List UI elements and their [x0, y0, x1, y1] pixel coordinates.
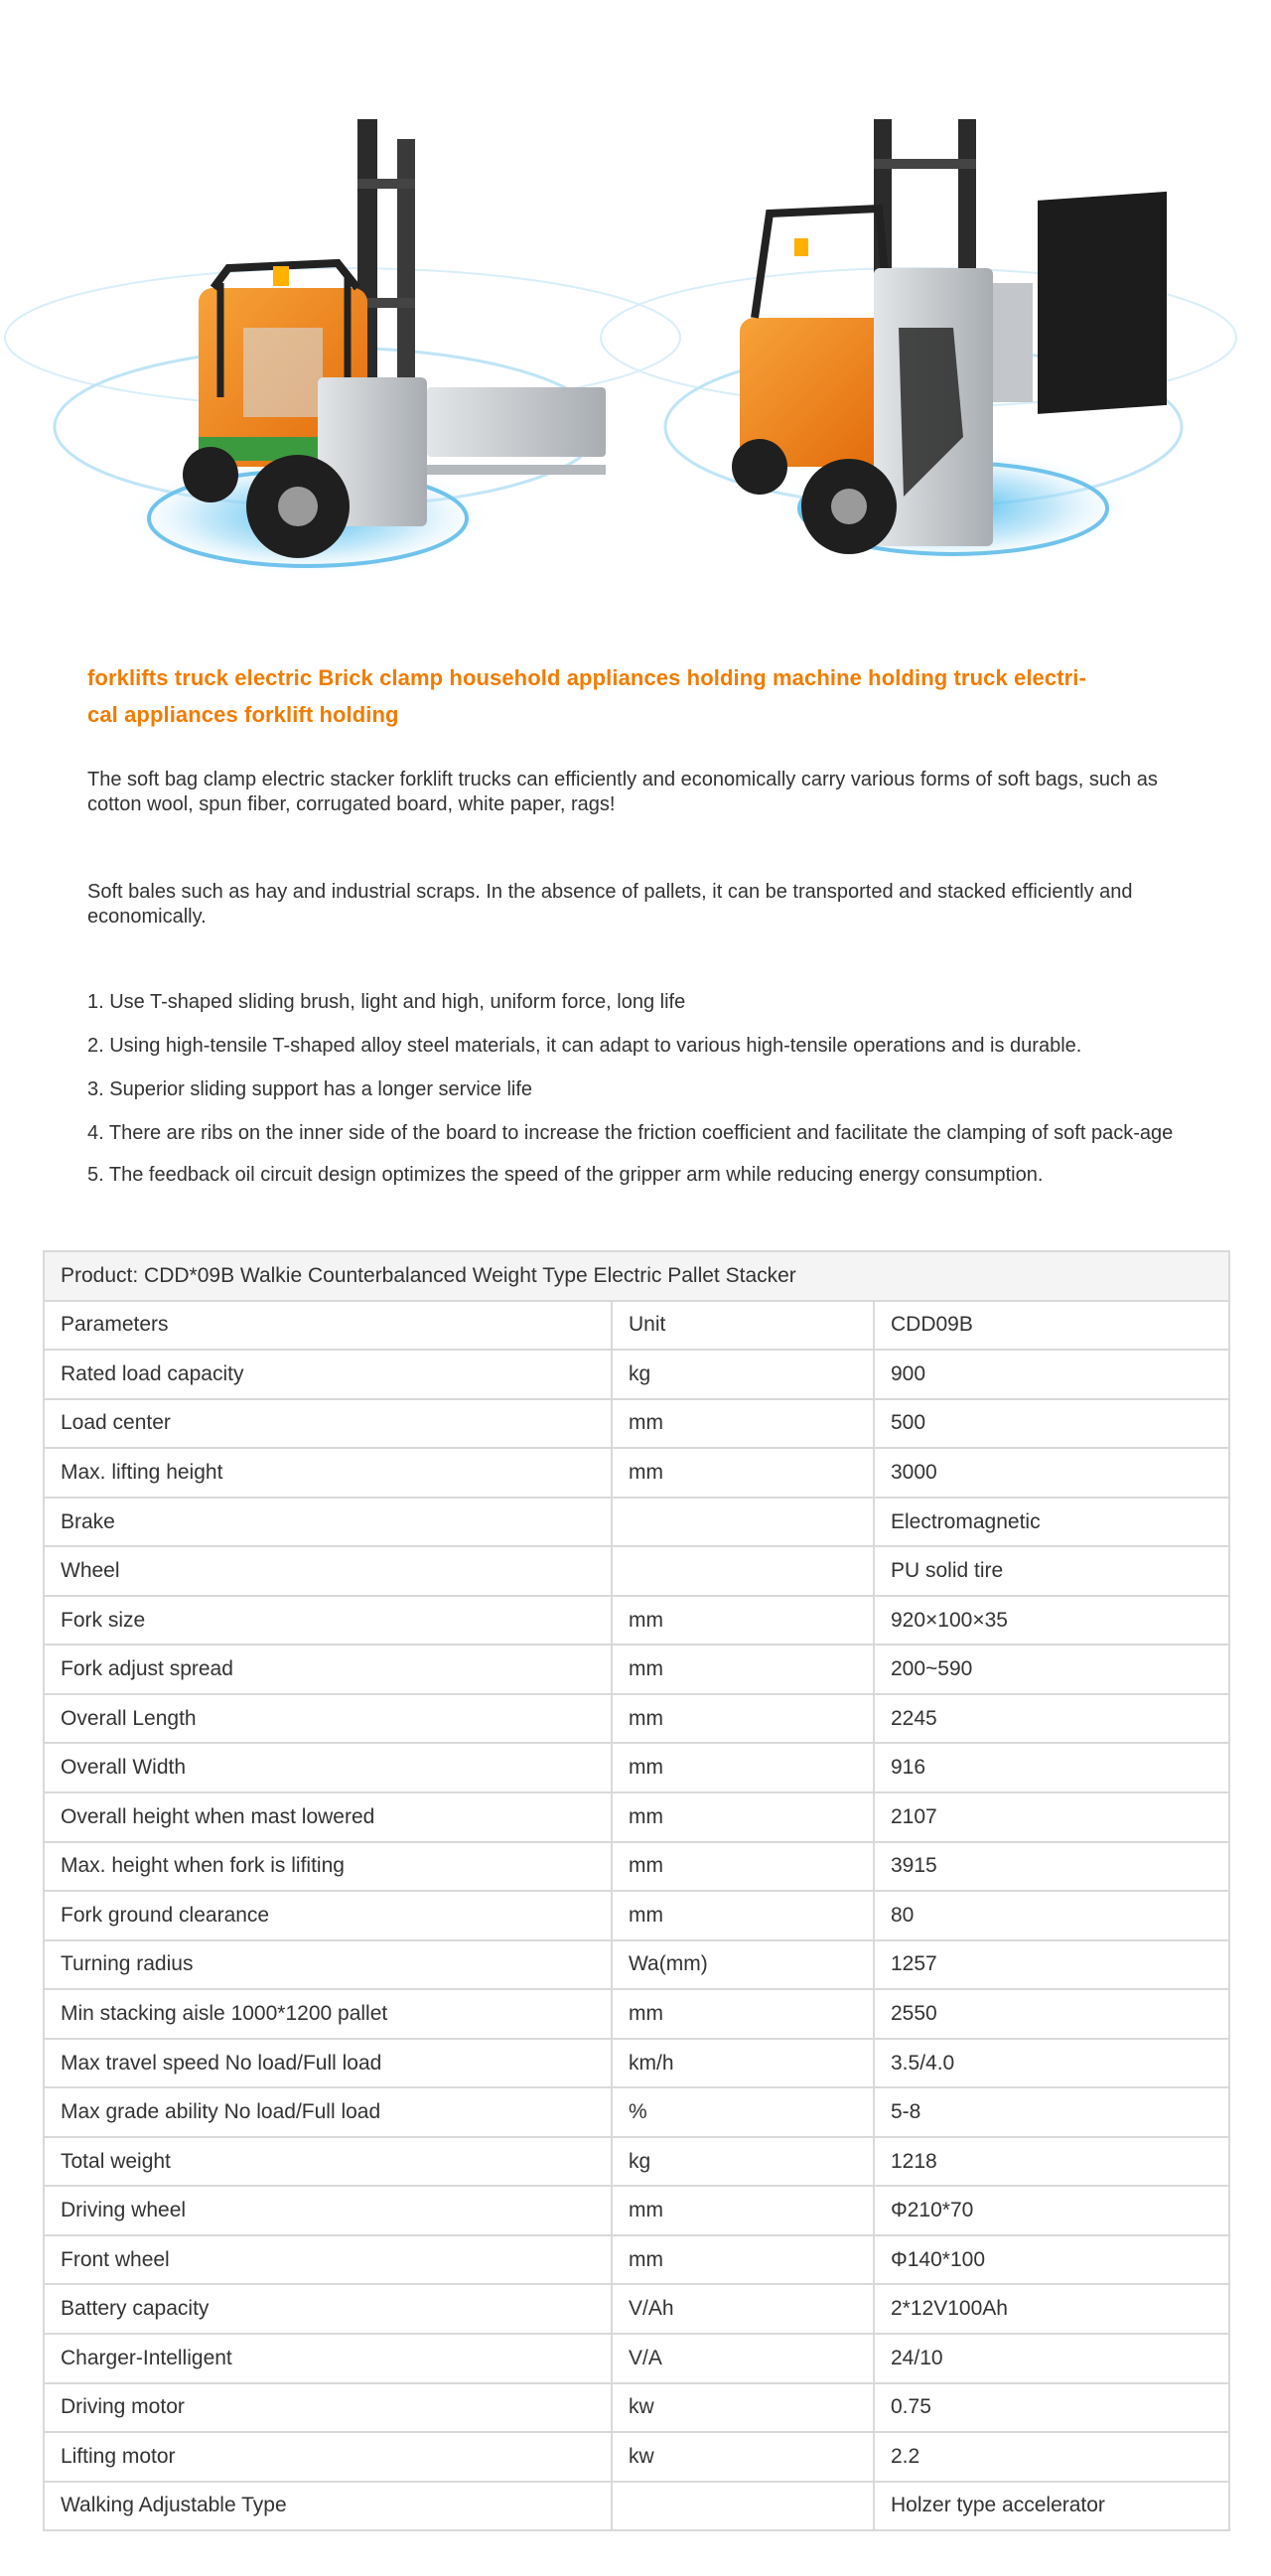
- param-cell: Fork adjust spread: [44, 1645, 612, 1694]
- left-forklift-image: [5, 119, 680, 578]
- table-row: [44, 2087, 1229, 2137]
- list-item: 3. Superior sliding support has a longer service life: [87, 1078, 533, 1100]
- table-row: [44, 1546, 1229, 1596]
- unit-cell: mm: [612, 1842, 874, 1892]
- param-cell: Max grade ability No load/Full load: [44, 2087, 612, 2137]
- param-cell: Rated load capacity: [44, 1350, 612, 1399]
- table-row: [44, 1743, 1229, 1792]
- hero-banner: [0, 0, 1271, 636]
- unit-cell: mm: [612, 1792, 874, 1842]
- unit-cell: kw: [612, 2383, 874, 2433]
- param-cell: Max. lifting height: [44, 1448, 612, 1498]
- list-item: 1. Use T-shaped sliding brush, light and high, uniform force, long life: [87, 991, 686, 1013]
- param-cell: Max. height when fork is lifiting: [44, 1842, 612, 1892]
- unit-cell: mm: [612, 1694, 874, 1744]
- unit-cell: mm: [612, 1596, 874, 1646]
- value-cell: 2*12V100Ah: [874, 2284, 1229, 2334]
- value-cell: 1257: [874, 1940, 1229, 1990]
- product-name: Product: CDD*09B Walkie Counterbalanced Weight Type Electric Pallet Stacker: [44, 1251, 1229, 1301]
- param-cell: Driving wheel: [44, 2186, 612, 2235]
- unit-cell: V/A: [612, 2334, 874, 2383]
- unit-cell: [612, 1498, 874, 1547]
- table-row: [44, 2284, 1229, 2334]
- param-cell: Max travel speed No load/Full load: [44, 2039, 612, 2088]
- param-cell: Walking Adjustable Type: [44, 2482, 612, 2531]
- unit-cell: mm: [612, 1399, 874, 1449]
- table-row: [44, 2137, 1229, 2187]
- table-row: [44, 1891, 1229, 1940]
- value-cell: 900: [874, 1350, 1229, 1399]
- table-row: [44, 1989, 1229, 2039]
- table-row: [44, 1792, 1229, 1842]
- unit-cell: [612, 1546, 874, 1596]
- unit-cell: mm: [612, 1989, 874, 2039]
- article-title-line-2: cal appliances forklift holding: [87, 702, 399, 727]
- value-cell: 2.2: [874, 2432, 1229, 2482]
- table-header-row: [44, 1301, 1229, 1351]
- header-unit: Unit: [612, 1301, 874, 1351]
- value-cell: 2550: [874, 1989, 1229, 2039]
- value-cell: 2245: [874, 1694, 1229, 1744]
- param-cell: Battery capacity: [44, 2284, 612, 2334]
- param-cell: Fork size: [44, 1596, 612, 1646]
- param-cell: Brake: [44, 1498, 612, 1547]
- unit-cell: V/Ah: [612, 2284, 874, 2334]
- param-cell: Overall height when mast lowered: [44, 1792, 612, 1842]
- hero-illustration: [0, 0, 1271, 636]
- unit-cell: kg: [612, 1350, 874, 1399]
- unit-cell: [612, 2482, 874, 2531]
- param-cell: Load center: [44, 1399, 612, 1449]
- table-row: [44, 2039, 1229, 2088]
- table-row: [44, 1694, 1229, 1744]
- unit-cell: mm: [612, 1448, 874, 1498]
- value-cell: Holzer type accelerator: [874, 2482, 1229, 2531]
- unit-cell: mm: [612, 2186, 874, 2235]
- unit-cell: mm: [612, 1645, 874, 1694]
- param-cell: Total weight: [44, 2137, 612, 2187]
- param-cell: Lifting motor: [44, 2432, 612, 2482]
- unit-cell: Wa(mm): [612, 1940, 874, 1990]
- list-item: 2. Using high-tensile T-shaped alloy steel materials, it can adapt to various high-tensile operations and is durable.: [87, 1035, 1082, 1057]
- table-row: [44, 2186, 1229, 2235]
- value-cell: 916: [874, 1743, 1229, 1792]
- param-cell: Overall Length: [44, 1694, 612, 1744]
- table-product-row: [44, 1251, 1229, 1301]
- secondary-paragraph: Soft bales such as hay and industrial scraps. In the absence of pallets, it can be transported and stacked efficiently and economically.: [87, 881, 1133, 928]
- unit-cell: kg: [612, 2137, 874, 2187]
- table-row: [44, 1596, 1229, 1646]
- value-cell: 3000: [874, 1448, 1229, 1498]
- value-cell: Φ140*100: [874, 2235, 1229, 2285]
- table-row: [44, 2482, 1229, 2531]
- value-cell: 80: [874, 1891, 1229, 1940]
- right-forklift-image: [601, 119, 1236, 566]
- unit-cell: kw: [612, 2432, 874, 2482]
- table-row: [44, 2383, 1229, 2433]
- table-row: [44, 2334, 1229, 2383]
- table-row: [44, 1645, 1229, 1694]
- value-cell: 200~590: [874, 1645, 1229, 1694]
- value-cell: 3.5/4.0: [874, 2039, 1229, 2088]
- header-model: CDD09B: [874, 1301, 1229, 1351]
- article-title: [87, 659, 1190, 733]
- table-row: [44, 1399, 1229, 1449]
- value-cell: 920×100×35: [874, 1596, 1229, 1646]
- param-cell: Turning radius: [44, 1940, 612, 1990]
- table-row: [44, 2432, 1229, 2482]
- spec-table: [43, 1250, 1230, 2531]
- value-cell: 0.75: [874, 2383, 1229, 2433]
- value-cell: PU solid tire: [874, 1546, 1229, 1596]
- intro-paragraph: The soft bag clamp electric stacker forklift trucks can efficiently and economically carry various forms of soft bags, such as cotton wool, spun fiber, corrugated board, white paper, rags!: [87, 769, 1158, 815]
- feature-list: [87, 990, 1200, 1207]
- unit-cell: km/h: [612, 2039, 874, 2088]
- table-row: [44, 1498, 1229, 1547]
- value-cell: 24/10: [874, 2334, 1229, 2383]
- param-cell: Wheel: [44, 1546, 612, 1596]
- param-cell: Fork ground clearance: [44, 1891, 612, 1940]
- param-cell: Driving motor: [44, 2383, 612, 2433]
- unit-cell: %: [612, 2087, 874, 2137]
- unit-cell: mm: [612, 1891, 874, 1940]
- list-item: 4. There are ribs on the inner side of the board to increase the friction coefficient and facilitate the clamping of soft pack-age: [87, 1122, 1174, 1144]
- table-row: [44, 1940, 1229, 1990]
- article-title-line-1: forklifts truck electric Brick clamp household appliances holding machine holding truck electri-: [87, 665, 1086, 690]
- param-cell: Overall Width: [44, 1743, 612, 1792]
- value-cell: Φ210*70: [874, 2186, 1229, 2235]
- value-cell: 1218: [874, 2137, 1229, 2187]
- value-cell: 3915: [874, 1842, 1229, 1892]
- table-row: [44, 1448, 1229, 1498]
- value-cell: 500: [874, 1399, 1229, 1449]
- param-cell: Min stacking aisle 1000*1200 pallet: [44, 1989, 612, 2039]
- value-cell: 2107: [874, 1792, 1229, 1842]
- table-row: [44, 1842, 1229, 1892]
- param-cell: Front wheel: [44, 2235, 612, 2285]
- list-item: 5. The feedback oil circuit design optimizes the speed of the gripper arm while reducing energy consumption.: [87, 1164, 1044, 1186]
- unit-cell: mm: [612, 2235, 874, 2285]
- header-parameters: Parameters: [44, 1301, 612, 1351]
- value-cell: 5-8: [874, 2087, 1229, 2137]
- value-cell: Electromagnetic: [874, 1498, 1229, 1547]
- param-cell: Charger-Intelligent: [44, 2334, 612, 2383]
- table-row: [44, 2235, 1229, 2285]
- unit-cell: mm: [612, 1743, 874, 1792]
- table-row: [44, 1350, 1229, 1399]
